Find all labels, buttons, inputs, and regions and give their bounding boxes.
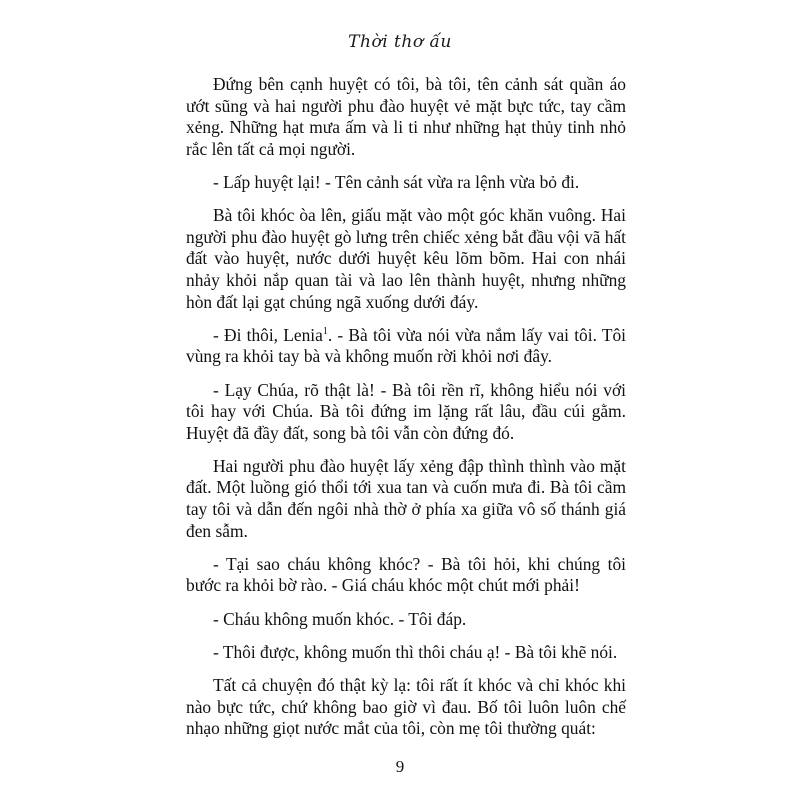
paragraph-8: - Cháu không muốn khóc. - Tôi đáp.	[213, 608, 467, 629]
paragraph-6: Hai người phu đào huyệt lấy xẻng đập thình thình vào mặt đất. Một luồng gió thổi tới xua tan và cuốn mưa đi. Bà tôi cầm tay tôi và dẫn đến ngôi nhà thờ ở phía xa giữa vô số thánh giá đen sẫm.	[186, 455, 626, 541]
paragraph-10: Tất cả chuyện đó thật kỳ lạ: tôi rất ít khóc và chỉ khóc khi nào bực tức, chứ không bao giờ vì đau. Bố tôi luôn luôn chế nhạo những giọt nước mắt của tôi, còn mẹ tôi thường quát:	[186, 675, 626, 739]
paragraph-4-start: - Đi thôi, Lenia	[213, 324, 323, 345]
body-text	[186, 74, 626, 751]
paragraph-2: - Lấp huyệt lại! - Tên cảnh sát vừa ra lệnh vừa bỏ đi.	[213, 171, 580, 192]
paragraph-3: Bà tôi khóc òa lên, giấu mặt vào một góc khăn vuông. Hai người phu đào huyệt gò lưng trên chiếc xẻng bắt đầu vội vã hất đất vào huyệt, nước dưới huyệt kêu lõm bõm. Hai con nhái nhảy khỏi nắp quan tài và lao lên thành huyệt, nhưng những hòn đất lại gạt chúng ngã xuống dưới đáy.	[186, 205, 626, 312]
paragraph-5: - Lạy Chúa, rõ thật là! - Bà tôi rền rĩ, không hiểu nói với tôi hay với Chúa. Bà tôi đứng im lặng rất lâu, đầu cúi gằm. Huyệt đã đầy đất, song bà tôi vẫn còn đứng đó.	[186, 379, 626, 443]
page-number: 9	[395, 757, 405, 776]
running-header: Thời thơ ấu	[348, 32, 452, 52]
paragraph-4-end: . - Bà tôi vừa nói vừa nắm lấy vai tôi. Tôi vùng ra khỏi tay bà và không muốn rời khỏi nơi đây.	[186, 324, 626, 367]
paragraph-9: - Thôi được, không muốn thì thôi cháu ạ! - Bà tôi khẽ nói.	[213, 641, 618, 662]
footnote-mark: 1	[322, 325, 328, 337]
paragraph-7: - Tại sao cháu không khóc? - Bà tôi hỏi, khi chúng tôi bước ra khỏi bờ rào. - Giá cháu khóc một chút mới phải!	[186, 553, 626, 596]
paragraph-1: Đứng bên cạnh huyệt có tôi, bà tôi, tên cảnh sát quần áo ướt sũng và hai người phu đào huyệt vẻ mặt bực tức, tay cầm xẻng. Những hạt mưa ấm và li ti như những hạt thủy tinh nhỏ rắc lên tất cả mọi người.	[186, 74, 626, 159]
paragraph-4	[186, 325, 626, 368]
